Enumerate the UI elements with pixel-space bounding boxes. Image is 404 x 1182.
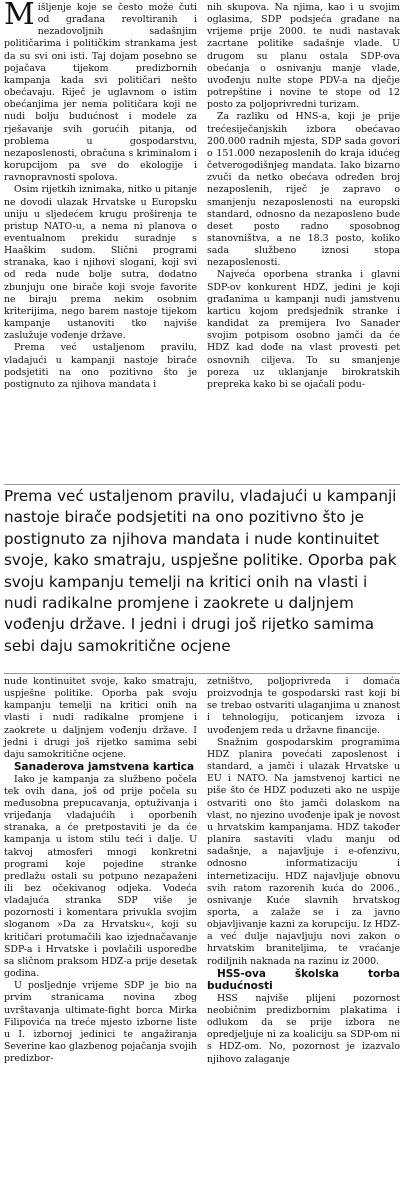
paragraph	[4, 2, 197, 184]
paragraph: Iako je kampanja za službeno počela tek ovih dana, još od prije počela su međusobna prepucavanja, optuživanja i vrijeđanja vladajućih i oporbenih stranaka, a će pretpostaviti je da će kampanja u istom stilu teći i dalje. U takvoj atmosferi mnogi konkretni programi koje pojedine stranke predlažu ostali su potpuno nezapaženi ili bez očekivanog odjeka. Vodeća vladajuća stranka SDP više je pozornosti i komentara privukla svojim sloganom »Da za Hrvatsku«, koji su kritičari protumačili kao izjednačavanje SDP-a i Hrvatske i povlačili usporedbe sa sličnom praksom HDZ-a prije desetak godina.	[4, 773, 197, 980]
subheading: Sanaderova jamstvena kartica	[14, 761, 195, 774]
paragraph-text: išljenje koje se često može čuti od građana revoltiranih i nezadovoljnih sadašnjim političarima i političkim strankama jest da su svi oni isti. Taj dojam posebno se pojačava tijekom predizbornih kampanja kada svi političari nešto obećavaju. Riječ je uglavnom o istim obećanjima jer nema političara koji ne nudi bolju budućnost i modele za rješavanje svih gorućih pitanja, od problema u gospodarstvu, nezaposlenosti, obračuna s kriminalom i korupcijom pa sve do ekologije i ravnopravnosti spolova.	[4, 2, 197, 184]
paragraph: Za razliku od HNS-a, koji je prije trećesiječanjskih izbora obećavao 200.000 radnih mjesta, SDP sada govori o 151.000 nezaposlenih do kraja idućeg četverogodišnjeg mandata. Iako bizarno zvuči da netko obećava određen broj nezaposlenih, riječ je zapravo o smanjenju nezaposlenosti na europski standard, odnosno da nezaposleno bude deset posto radno sposobnog stanovništva, a ne 18.3 posto, koliko sada službeno iznosi stopa nezaposlenosti.	[207, 111, 400, 269]
paragraph: nude kontinuitet svoje, kako smatraju, uspješne politike. Oporba pak svoju kampanju temelji na kritici onih na vlasti i nudi radikalne promjene i zaokrete u daljnjem vođenju države. I jedni i drugi još rijetko samima sebi daju samokritične ocjene.	[4, 676, 197, 760]
paragraph: Najveća oporbena stranka i glavni SDP-ov konkurent HDZ, jedini je koji građanima u kampanji nudi jamstvenu karticu kojom predsjednik stranke i kandidat za premijera Ivo Sanader svojim potpisom osobno jamči da će HDZ kad dođe na vlast provesti pet osnovnih ciljeva. To su smanjenje poreza uz uklanjanje birokratskih prepreka kako bi se ojačali podu-	[207, 269, 400, 390]
pull-quote: Prema već ustaljenom pravilu, vladajući u kampanji nastoje birače podsjetiti na ono pozitivno što je postignuto za njihova mandata i nude kontinuitet svoje, kako smatraju, uspješne politike. Oporba pak svoju kampanju temelji na kritici onih na vlasti i nudi radikalne promjene i zaokrete u daljnjem vođenju države. I jedni i drugi još rijetko samima sebi daju samokritične ocjene	[4, 487, 397, 655]
paragraph: U posljednje vrijeme SDP je bio na prvim stranicama novina zbog uvrštavanja ultimate-fight borca Mirka Filipovića na treće mjesto izborne liste u I. izbornoj jedinici te angažiranja Severine kao glazbenog pojačanja svojih predizbor-	[4, 980, 197, 1065]
drop-cap: M	[4, 0, 35, 32]
paragraph: zetništvo, poljoprivreda i domaća proizvodnja te gospodarski rast koji bi se trebao ostvariti ulaganjima u znanost i tehnologiju, poticanjem izvoza i uvođenjem reda u državne financije.	[207, 676, 400, 736]
article-column-bottom-left	[4, 676, 197, 1065]
paragraph: nih skupova. Na njima, kao i u svojim oglasima, SDP podsjeća građane na vrijeme prije 2000. te nudi nastavak zacrtane politike sadašnje vlade. U drugom su planu ostala SDP-ova obećanja o osnivanju manje vlade, uvođenju nulte stope PDV-a na dječje potrepštine i novine te stope od 12 posto za poljoprivredni turizam.	[207, 2, 400, 111]
paragraph: Snažnim gospodarskim programima HDZ planira povećati zaposlenost i standard, a jamči i ulazak Hrvatske u EU i NATO. Na jamstvenoj kartici ne piše što će HDZ poduzeti ako ne uspije ostvariti ono što jamči dolaskom na vlast, no njezino uvođenje ipak je novost u hrvatskim kampanjama. HDZ također planira sastaviti vladu manju od sadašnje, a najavljuje i e-ofenzivu, odnosno informatizaciju i internetizaciju. HDZ najavljuje obnovu svih ratom razorenih kuća do 2006., osnivanje Kuće slavnih hrvatskog sporta, a zalaže se i za javno objavljivanje kazni za korupciju. Iz HDZ-a već dulje najavljuju novi zakon o hrvatskim braniteljima, te vraćanje rodiljnih naknada na razinu iz 2000.	[207, 736, 400, 967]
article-column-bottom-right	[207, 676, 400, 1066]
subheading: HSS-ova školska torba budućnosti	[207, 967, 400, 993]
divider	[4, 484, 400, 485]
divider	[4, 673, 400, 674]
paragraph: Osim rijetkih iznimaka, nitko u pitanje ne dovodi ulazak Hrvatske u Europsku uniju u sljedećem krugu proširenja te pristup NATO-u, a nema ni planova o eventualnom prekidu suradnje s Haaškim sudom. Slični programi stranaka, kao i njihovi slogani, koji svi od reda nude bolje sutra, dodatno zbunjuju one birače koji svoje favorite ne biraju prema nekim osobnim kriterijima, nego barem nastoje tijekom kampanje ustanoviti tko najviše zaslužuje vođenje države.	[4, 184, 197, 342]
paragraph: HSS najviše plijeni pozornost neobičnim predizbornim plakatima i odlukom da se prije izbora ne opredjeljuje ni za koaliciju sa SDP-om ni s HDZ-om. No, pozornost je izazvalo njihovo zalaganje	[207, 992, 400, 1065]
paragraph: Prema već ustaljenom pravilu, vladajući u kampanji nastoje birače podsjetiti na ono pozitivno što je postignuto za njihova mandata i	[4, 342, 197, 390]
article-column-top-left	[4, 2, 197, 391]
article-column-top-right	[207, 2, 400, 391]
